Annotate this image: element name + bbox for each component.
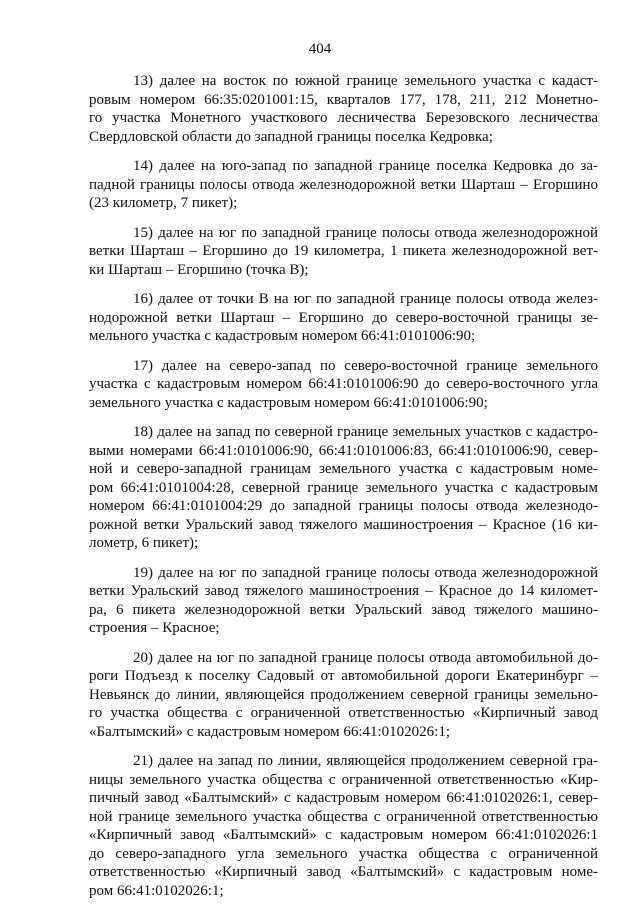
text-line: ветки Уральский завод тяжелого машиностроения – Красное до 14 километ- [89,583,598,599]
text-line: го участка Монетного участкового лесничества Березовского лесничества [89,110,598,126]
paragraph [89,564,598,638]
text-line: ки Шарташ – Егоршино (точка В); [89,261,309,278]
text-line: рожной ветки Уральский завод тяжелого машиностроения – Красное (16 ки- [89,516,598,533]
text-line: строения – Красное; [89,620,220,636]
text-line: 21) далее на запад по линии, являющейся продолжением северной гра- [133,753,598,769]
text-line: Невьянск до линии, являющейся продолжением северной границы земельно- [89,686,598,703]
text-line: 15) далее на юг по западной границе полосы отвода железнодорожной [133,224,598,241]
text-line: го участка общества с ограниченной ответственностью «Кирпичный завод [89,705,598,721]
text-line: «Кирпичный завод «Балтымский» с кадастровым номером 66:41:0102026:1 [89,827,598,843]
text-line: «Балтымский» с кадастровым номером 66:41:0102026:1; [89,723,450,740]
text-line: лометр, 6 пикет); [89,535,199,551]
text-line: 17) далее на северо-запад по северо-восточной границе земельного [133,357,598,374]
text-line: ответственностью «Кирпичный завод «Балтымский» с кадастровым номе- [89,864,598,880]
paragraph [89,290,598,346]
page-number: 404 [308,41,332,57]
text-line: мельного участка с кадастровым номером 66:41:0101006:90; [89,328,476,344]
text-line: ветки Шарташ – Егоршино до 19 километра, 1 пикета железнодорожной вет- [89,243,598,259]
text-line: ром 66:41:0102026:1; [89,882,224,899]
document-body [89,72,598,911]
paragraph [89,649,598,742]
text-line: 16) далее от точки В на юг по западной границе полосы отвода желез- [133,291,598,307]
text-line: номером 66:41:0101004:29 до западной границы полосы отвода железнодо- [89,498,598,514]
text-line: земельного участка с кадастровым номером 66:41:0101006:90; [89,394,488,411]
paragraph [89,157,598,213]
text-line: Свердловской области до западной границы поселка Кедровка; [89,128,493,145]
text-line: до северо-западного угла земельного участка общества с ограниченной [89,845,598,862]
text-line: роги Подъезд к поселку Садовый от автомобильной дороги Екатеринбург – [89,668,598,684]
text-line: 19) далее на юг по западной границе полосы отвода железнодорожной [133,564,598,581]
paragraph [89,423,598,553]
text-line: ром 66:41:0101004:28, северной границе земельного участка с кадастровым [89,479,598,496]
text-line: 13) далее на восток по южной границе земельного участка с кадаст- [133,73,598,89]
paragraph [89,224,598,280]
text-line: ра, 6 пикета железнодорожной ветки Уральский завод тяжелого машино- [89,601,598,618]
text-line: падной границы полосы отвода железнодорожной ветки Шарташ – Егоршино [89,176,598,193]
text-line: ной и северо-западной границам земельного участка с кадастровым номе- [89,461,598,477]
paragraph [89,357,598,413]
text-line: (23 километр, 7 пикет); [89,195,238,211]
text-line: 18) далее на запад по северной границе земельных участков с кадастро- [133,424,598,440]
paragraph [89,752,598,900]
text-line: нодорожной ветки Шарташ – Егоршино до северо-восточной границы зе- [89,309,598,326]
text-line: ровым номером 66:35:0201001:15, кварталов 177, 178, 211, 212 Монетно- [89,91,598,108]
text-line: выми номерами 66:41:0101006:90, 66:41:0101006:83, 66:41:0101006:90, север- [89,442,598,459]
text-line: пичный завод «Балтымский» с кадастровым номером 66:41:0102026:1, север- [89,790,598,806]
paragraph [89,72,598,146]
text-line: ницы земельного участка общества с ограниченной ответственностью «Кир- [89,771,598,788]
text-line: 20) далее на юг по западной границе полосы отвода автомобильной до- [133,649,598,666]
text-line: участка с кадастровым номером 66:41:0101006:90 до северо-восточного угла [89,376,598,392]
text-line: ной границе земельного участка общества с ограниченной ответственностью [89,808,598,825]
text-line: 14) далее на юго-запад по западной границе поселка Кедровка до за- [133,158,598,174]
